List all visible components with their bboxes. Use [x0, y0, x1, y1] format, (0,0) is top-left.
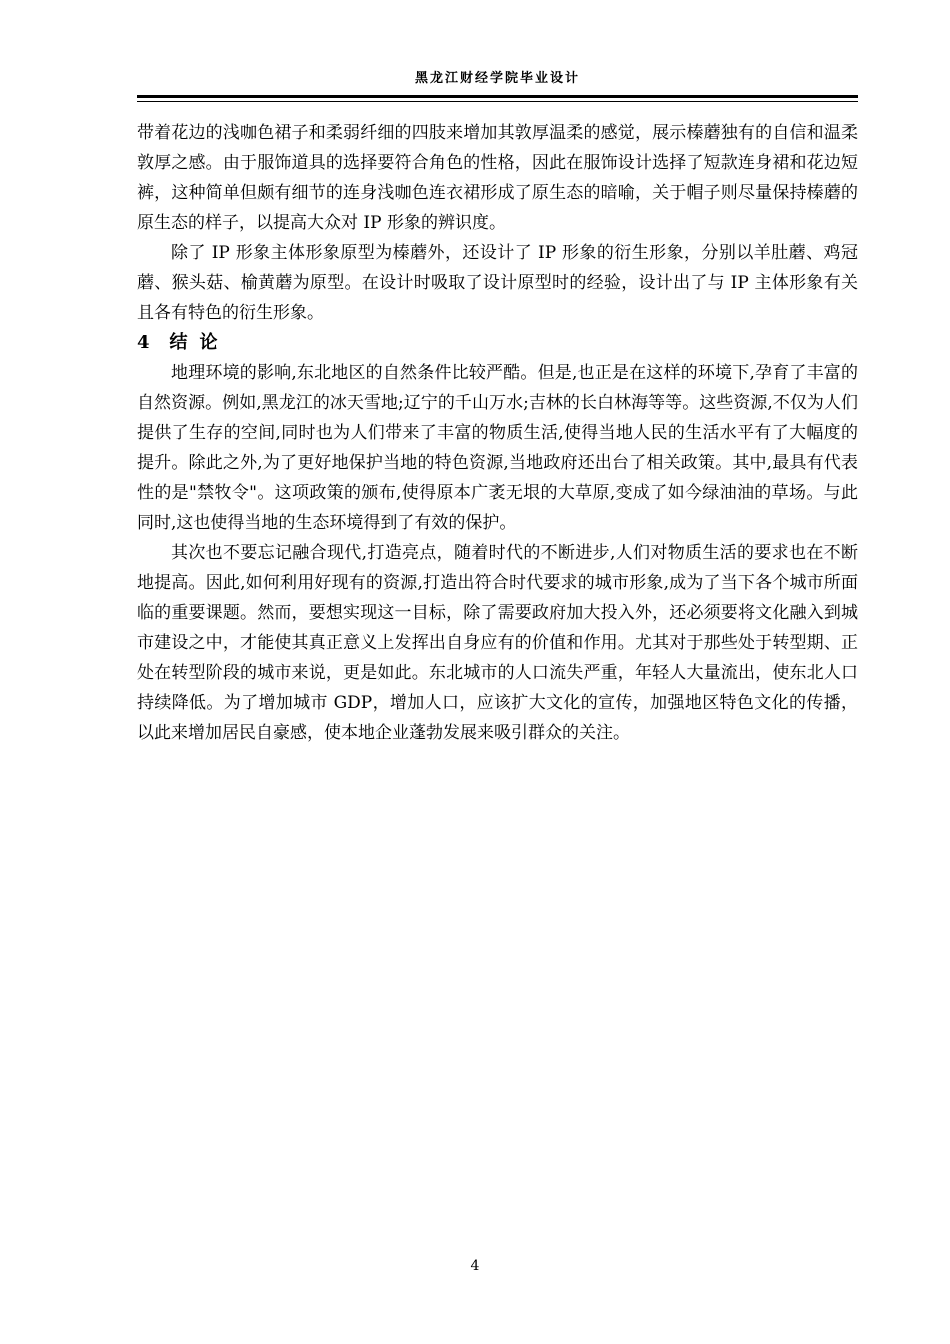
- document-body: [137, 118, 858, 748]
- page-number: 4: [470, 1258, 480, 1274]
- section-title: 结论: [169, 332, 230, 353]
- page-header-title: 黑龙江财经学院毕业设计: [414, 71, 580, 86]
- section-number: 4: [137, 332, 150, 353]
- header-rule-thick: [137, 95, 858, 98]
- header-rule-thin: [137, 101, 858, 102]
- section-paragraph-1: 地理环境的影响,东北地区的自然条件比较严酷。但是,也正是在这样的环境下,孕育了丰富的自然资源。例如,黑龙江的冰天雪地;辽宁的千山万水;吉林的长白林海等等。这些资源,不仅为人们提供了生存的空间,同时也为人们带来了丰富的物质生活,使得当地人民的生活水平有了大幅度的提升。除此之外,为了更好地保护当地的特色资源,当地政府还出台了相关政策。其中,最具有代表性的是"禁牧令"。这项政策的颁布,使得原本广袤无垠的大草原,变成了如今绿油油的草场。与此同时,这也使得当地的生态环境得到了有效的保护。: [137, 363, 858, 533]
- body-paragraph-2: 除了 IP 形象主体形象原型为榛蘑外，还设计了 IP 形象的衍生形象，分别以羊肚蘑、鸡冠蘑、猴头菇、榆黄蘑为原型。在设计时吸取了设计原型时的经验，设计出了与 IP 主体形象有关且各有特色的衍生形象。: [137, 243, 858, 323]
- section-paragraph-2: 其次也不要忘记融合现代,打造亮点，随着时代的不断进步,人们对物质生活的要求也在不断地提高。因此,如何利用好现有的资源,打造出符合时代要求的城市形象,成为了当下各个城市所面临的重要课题。然而，要想实现这一目标，除了需要政府加大投入外，还必须要将文化融入到城市建设之中，才能使其真正意义上发挥出自身应有的价值和作用。尤其对于那些处于转型期、正处在转型阶段的城市来说，更是如此。东北城市的人口流失严重，年轻人大量流出，使东北人口持续降低。为了增加城市 GDP，增加人口，应该扩大文化的宣传，加强地区特色文化的传播，以此来增加居民自豪感，使本地企业蓬勃发展来吸引群众的关注。: [137, 543, 858, 743]
- section-heading: [137, 328, 858, 358]
- body-paragraph-1: 带着花边的浅咖色裙子和柔弱纤细的四肢来增加其敦厚温柔的感觉，展示榛蘑独有的自信和温柔敦厚之感。由于服饰道具的选择要符合角色的性格，因此在服饰设计选择了短款连身裙和花边短裤，这种简单但颇有细节的连身浅咖色连衣裙形成了原生态的暗喻，关于帽子则尽量保持榛蘑的原生态的样子，以提高大众对 IP 形象的辨识度。: [137, 123, 858, 233]
